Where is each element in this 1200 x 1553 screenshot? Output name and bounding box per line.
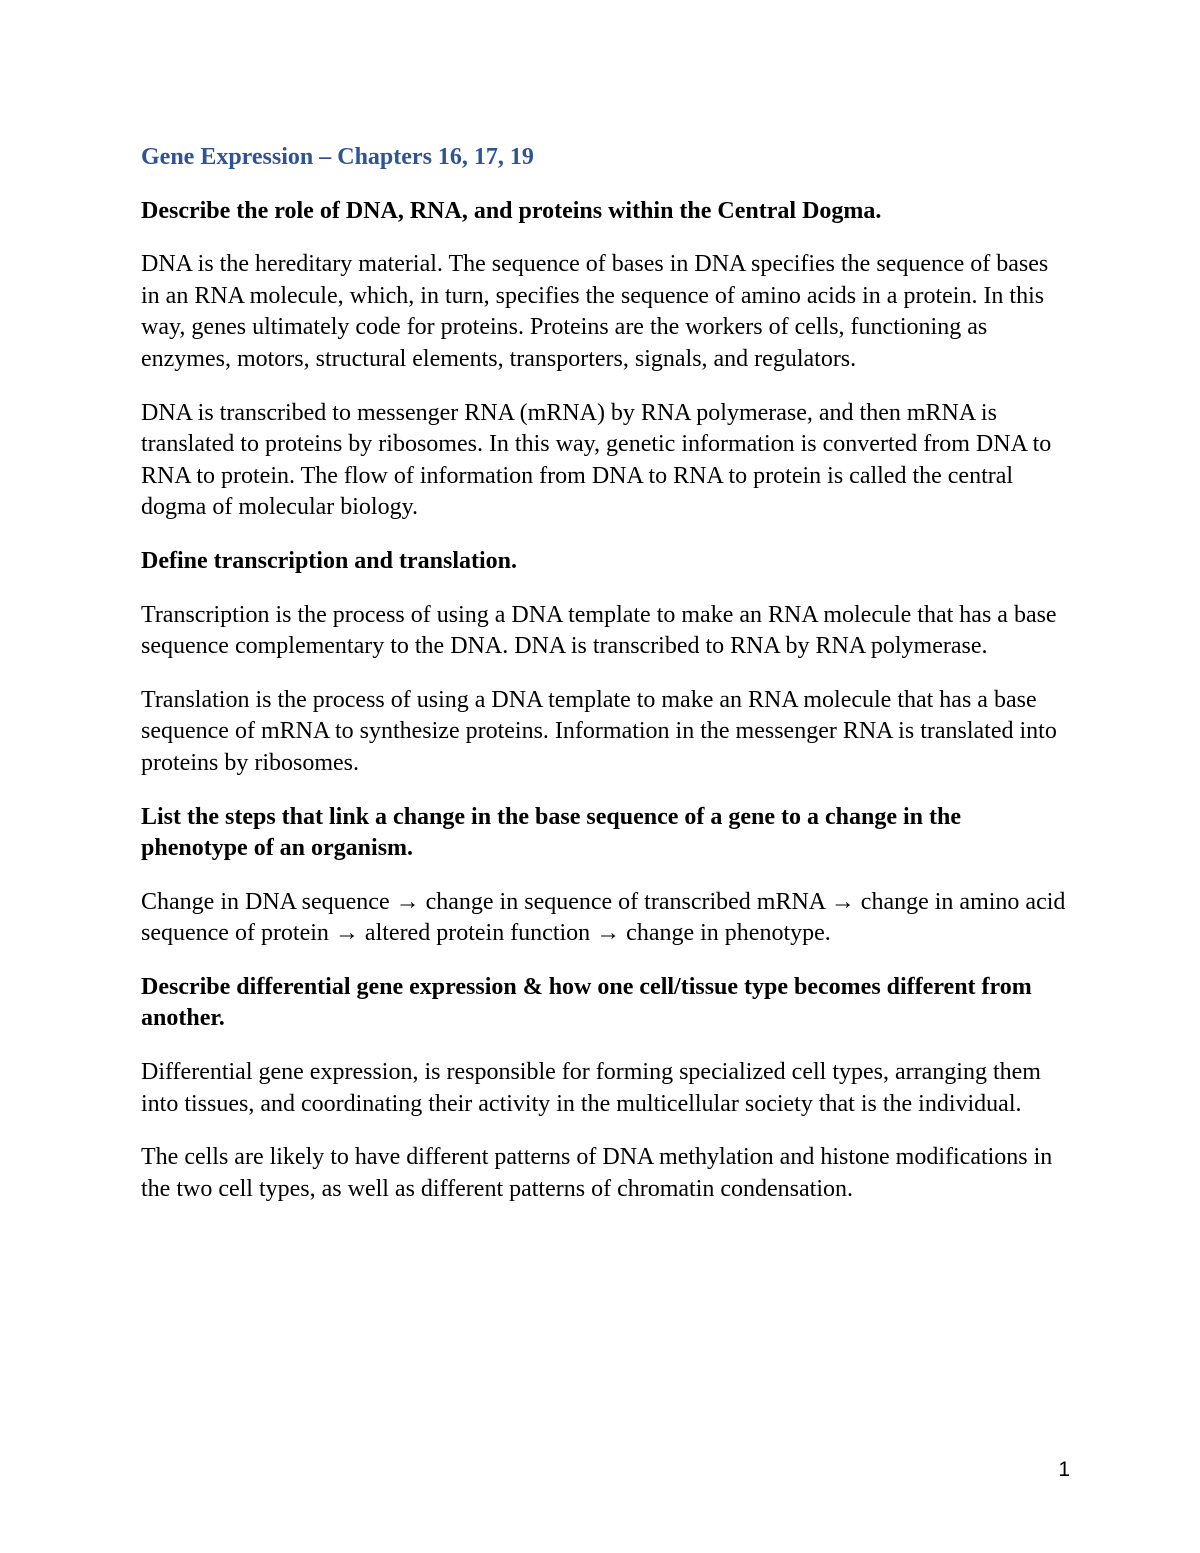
section-differential-expression — [141, 972, 1071, 1206]
answer-paragraph: Translation is the process of using a DNA template to make an RNA molecule that has a base sequence of mRNA to synthesize proteins. Information in the messenger RNA is translated into proteins by ribosomes. — [141, 686, 1057, 776]
answer-paragraph: The cells are likely to have different patterns of DNA methylation and histone modifications in the two cell types, as well as different patterns of chromatin condensation. — [141, 1144, 1053, 1202]
document-body — [141, 142, 1071, 1227]
question-heading: Describe differential gene expression & how one cell/tissue type becomes different from another. — [141, 973, 1032, 1032]
section-transcription-translation — [141, 546, 1071, 780]
question-heading: Define transcription and translation. — [141, 547, 518, 574]
section-phenotype-steps — [141, 802, 1071, 950]
answer-paragraph: DNA is transcribed to messenger RNA (mRNA) by RNA polymerase, and then mRNA is translated to proteins by ribosomes. In this way, genetic information is converted from DNA to RNA to protein. The flow of information from DNA to RNA to protein is called the central dogma of molecular biology. — [141, 399, 1052, 521]
answer-paragraph: Change in DNA sequence → change in sequence of transcribed mRNA → change in amino acid sequence of protein → altered protein function → change in phenotype. — [141, 888, 1066, 947]
answer-paragraph: Differential gene expression, is responsible for forming specialized cell types, arranging them into tissues, and coordinating their activity in the multicellular society that is the individual. — [141, 1059, 1041, 1117]
document-title: Gene Expression – Chapters 16, 17, 19 — [141, 144, 534, 170]
question-heading: Describe the role of DNA, RNA, and proteins within the Central Dogma. — [141, 197, 882, 224]
section-central-dogma — [141, 196, 1071, 524]
answer-paragraph: Transcription is the process of using a DNA template to make an RNA molecule that has a base sequence complementary to the DNA. DNA is transcribed to RNA by RNA polymerase. — [141, 601, 1057, 660]
answer-paragraph: DNA is the hereditary material. The sequence of bases in DNA specifies the sequence of bases in an RNA molecule, which, in turn, specifies the sequence of amino acids in a protein. In this way, genes ultimately code for proteins. Proteins are the workers of cells, functioning as enzymes, motors, structural elements, transporters, signals, and regulators. — [141, 251, 1049, 372]
page-number: 1 — [1058, 1458, 1070, 1481]
question-heading: List the steps that link a change in the base sequence of a gene to a change in the phenotype of an organism. — [141, 803, 962, 862]
